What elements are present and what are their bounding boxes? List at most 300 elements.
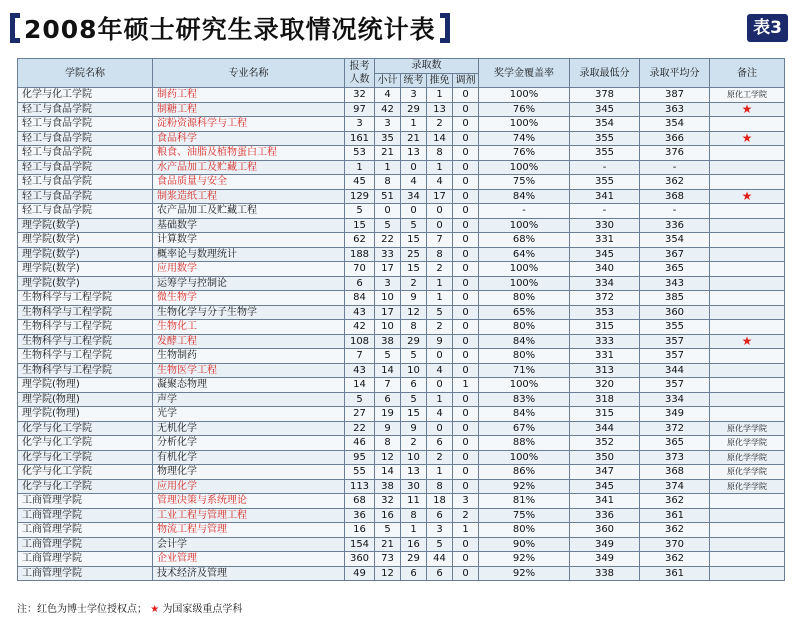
table-cell-applicants: 43 — [345, 305, 375, 320]
table-cell-college: 理学院(物理) — [18, 407, 153, 422]
table-cell-remark — [710, 349, 785, 364]
table-cell-major: 应用化学 — [153, 479, 345, 494]
table-cell-major: 光学 — [153, 407, 345, 422]
key-discipline-star-icon: ★ — [710, 102, 785, 117]
table-cell-transfer: 0 — [453, 204, 479, 219]
table-cell-major: 微生物学 — [153, 291, 345, 306]
table-cell-avg-score: 354 — [640, 233, 710, 248]
table-cell-recommended: 4 — [427, 407, 453, 422]
table-cell-remark: 原化学学院 — [710, 450, 785, 465]
table-cell-avg-score: 362 — [640, 494, 710, 509]
table-cell-scholarship: 81% — [479, 494, 570, 509]
table-cell-scholarship: 92% — [479, 479, 570, 494]
table-cell-transfer: 0 — [453, 160, 479, 175]
table-cell-recommended: 2 — [427, 450, 453, 465]
table-cell-applicants: 55 — [345, 465, 375, 480]
table-cell-scholarship: 100% — [479, 218, 570, 233]
table-cell-scholarship: 100% — [479, 276, 570, 291]
table-cell-avg-score: - — [640, 160, 710, 175]
table-cell-major: 粮食、油脂及植物蛋白工程 — [153, 146, 345, 161]
table-cell-subtotal: 51 — [375, 189, 401, 204]
table-cell-transfer: 0 — [453, 320, 479, 335]
table-cell-major: 概率论与数理统计 — [153, 247, 345, 262]
table-cell-college: 化学与化工学院 — [18, 450, 153, 465]
table-cell-min-score: 355 — [570, 175, 640, 190]
table-cell-major: 凝聚态物理 — [153, 378, 345, 393]
table-row — [18, 189, 785, 204]
table-cell-applicants: 97 — [345, 102, 375, 117]
table-cell-recommended: 1 — [427, 276, 453, 291]
table-row — [18, 349, 785, 364]
table-row — [18, 146, 785, 161]
table-cell-applicants: 108 — [345, 334, 375, 349]
table-cell-min-score: 345 — [570, 247, 640, 262]
table-cell-remark — [710, 305, 785, 320]
table-cell-remark — [710, 247, 785, 262]
table-cell-subtotal: 21 — [375, 537, 401, 552]
table-cell-subtotal: 9 — [375, 421, 401, 436]
table-cell-scholarship: 86% — [479, 465, 570, 480]
table-cell-recommended: 5 — [427, 305, 453, 320]
table-cell-major: 会计学 — [153, 537, 345, 552]
table-cell-subtotal: 32 — [375, 494, 401, 509]
table-cell-scholarship: 88% — [479, 436, 570, 451]
table-cell-remark — [710, 537, 785, 552]
table-cell-subtotal: 17 — [375, 305, 401, 320]
table-cell-subtotal: 19 — [375, 407, 401, 422]
table-cell-subtotal: 6 — [375, 392, 401, 407]
table-cell-college: 轻工与食品学院 — [18, 175, 153, 190]
table-cell-applicants: 15 — [345, 218, 375, 233]
table-cell-college: 生物科学与工程学院 — [18, 305, 153, 320]
table-cell-recommended: 6 — [427, 566, 453, 581]
table-cell-college: 轻工与食品学院 — [18, 146, 153, 161]
table-cell-scholarship: 84% — [479, 334, 570, 349]
table-row — [18, 479, 785, 494]
table-cell-remark: 原化学学院 — [710, 479, 785, 494]
table-cell-remark — [710, 523, 785, 538]
table-cell-applicants: 62 — [345, 233, 375, 248]
table-cell-major: 食品科学 — [153, 131, 345, 146]
table-cell-min-score: 320 — [570, 378, 640, 393]
table-cell-exam: 1 — [401, 117, 427, 132]
key-discipline-star-icon: ★ — [710, 189, 785, 204]
table-cell-scholarship: 100% — [479, 88, 570, 103]
table-cell-major: 物理化学 — [153, 465, 345, 480]
table-cell-exam: 6 — [401, 566, 427, 581]
table-cell-avg-score: 385 — [640, 291, 710, 306]
footnote-star-text: 为国家级重点学科 — [162, 604, 243, 615]
table-cell-subtotal: 0 — [375, 204, 401, 219]
table-cell-major: 基础数学 — [153, 218, 345, 233]
table-cell-college: 理学院(数学) — [18, 276, 153, 291]
table-cell-remark — [710, 392, 785, 407]
header-scholarship: 奖学金覆盖率 — [479, 59, 570, 88]
table-cell-college: 工商管理学院 — [18, 508, 153, 523]
table-cell-major: 分析化学 — [153, 436, 345, 451]
table-row — [18, 160, 785, 175]
table-row — [18, 102, 785, 117]
table-cell-exam: 2 — [401, 436, 427, 451]
table-cell-subtotal: 10 — [375, 320, 401, 335]
table-cell-recommended: 6 — [427, 508, 453, 523]
table-cell-recommended: 1 — [427, 88, 453, 103]
table-cell-applicants: 154 — [345, 537, 375, 552]
header-applicants: 报考人数 — [345, 59, 375, 88]
table-cell-scholarship: 92% — [479, 552, 570, 567]
table-cell-recommended: 5 — [427, 537, 453, 552]
table-cell-exam: 9 — [401, 291, 427, 306]
table-cell-recommended: 0 — [427, 378, 453, 393]
table-cell-scholarship: 100% — [479, 450, 570, 465]
table-cell-avg-score: 362 — [640, 523, 710, 538]
table-cell-subtotal: 10 — [375, 291, 401, 306]
admission-table — [17, 58, 785, 581]
table-row — [18, 233, 785, 248]
table-cell-college: 生物科学与工程学院 — [18, 334, 153, 349]
table-cell-remark — [710, 117, 785, 132]
table-cell-applicants: 49 — [345, 566, 375, 581]
table-cell-exam: 29 — [401, 102, 427, 117]
table-row — [18, 117, 785, 132]
header-transfer: 调剂 — [453, 73, 479, 88]
title-wrap — [10, 8, 450, 48]
table-cell-major: 物流工程与管理 — [153, 523, 345, 538]
table-cell-avg-score: 361 — [640, 508, 710, 523]
table-row — [18, 305, 785, 320]
header-min-score: 录取最低分 — [570, 59, 640, 88]
table-cell-min-score: - — [570, 204, 640, 219]
table-row — [18, 276, 785, 291]
table-cell-remark — [710, 204, 785, 219]
table-cell-exam: 2 — [401, 276, 427, 291]
header-college: 学院名称 — [18, 59, 153, 88]
table-cell-scholarship: 83% — [479, 392, 570, 407]
table-cell-applicants: 3 — [345, 117, 375, 132]
table-cell-subtotal: 7 — [375, 378, 401, 393]
table-cell-transfer: 0 — [453, 146, 479, 161]
table-cell-remark — [710, 363, 785, 378]
table-cell-avg-score: 361 — [640, 566, 710, 581]
table-cell-transfer: 0 — [453, 421, 479, 436]
table-cell-applicants: 5 — [345, 392, 375, 407]
table-row — [18, 334, 785, 349]
table-cell-transfer: 0 — [453, 363, 479, 378]
table-cell-transfer: 0 — [453, 479, 479, 494]
table-cell-applicants: 129 — [345, 189, 375, 204]
table-cell-recommended: 0 — [427, 349, 453, 364]
table-cell-major: 生物医学工程 — [153, 363, 345, 378]
table-cell-college: 化学与化工学院 — [18, 421, 153, 436]
table-cell-major: 技术经济及管理 — [153, 566, 345, 581]
table-cell-recommended: 8 — [427, 479, 453, 494]
table-cell-applicants: 5 — [345, 204, 375, 219]
table-cell-subtotal: 5 — [375, 218, 401, 233]
table-cell-avg-score: 336 — [640, 218, 710, 233]
table-cell-recommended: 8 — [427, 146, 453, 161]
table-cell-remark — [710, 218, 785, 233]
table-cell-subtotal: 38 — [375, 479, 401, 494]
table-row — [18, 88, 785, 103]
table-cell-college: 生物科学与工程学院 — [18, 320, 153, 335]
table-cell-transfer: 0 — [453, 233, 479, 248]
table-cell-scholarship: 80% — [479, 523, 570, 538]
table-cell-applicants: 27 — [345, 407, 375, 422]
table-cell-subtotal: 1 — [375, 160, 401, 175]
table-cell-exam: 13 — [401, 465, 427, 480]
table-cell-scholarship: 64% — [479, 247, 570, 262]
table-cell-scholarship: 65% — [479, 305, 570, 320]
table-cell-min-score: 315 — [570, 320, 640, 335]
table-cell-college: 理学院(物理) — [18, 392, 153, 407]
table-cell-college: 生物科学与工程学院 — [18, 363, 153, 378]
table-cell-avg-score: 368 — [640, 189, 710, 204]
table-cell-exam: 29 — [401, 334, 427, 349]
table-cell-exam: 21 — [401, 131, 427, 146]
table-row — [18, 436, 785, 451]
table-cell-major: 制糖工程 — [153, 102, 345, 117]
table-cell-transfer: 0 — [453, 247, 479, 262]
table-cell-recommended: 8 — [427, 247, 453, 262]
table-cell-college: 理学院(数学) — [18, 218, 153, 233]
table-cell-major: 制浆造纸工程 — [153, 189, 345, 204]
table-cell-transfer: 0 — [453, 291, 479, 306]
table-cell-avg-score: 355 — [640, 320, 710, 335]
table-cell-min-score: 334 — [570, 276, 640, 291]
table-cell-major: 生物化工 — [153, 320, 345, 335]
table-cell-exam: 29 — [401, 552, 427, 567]
table-row — [18, 566, 785, 581]
table-cell-scholarship: 100% — [479, 378, 570, 393]
table-cell-applicants: 188 — [345, 247, 375, 262]
table-row — [18, 494, 785, 509]
table-cell-college: 生物科学与工程学院 — [18, 291, 153, 306]
table-cell-college: 理学院(物理) — [18, 378, 153, 393]
table-cell-exam: 0 — [401, 160, 427, 175]
table-cell-recommended: 4 — [427, 363, 453, 378]
table-cell-avg-score: 367 — [640, 247, 710, 262]
table-cell-applicants: 43 — [345, 363, 375, 378]
table-cell-remark — [710, 160, 785, 175]
header-recommended: 推免 — [427, 73, 453, 88]
table-cell-min-score: 353 — [570, 305, 640, 320]
table-cell-remark: 原化学学院 — [710, 421, 785, 436]
table-cell-transfer: 0 — [453, 102, 479, 117]
header-remark: 备注 — [710, 59, 785, 88]
table-cell-major: 工业工程与管理工程 — [153, 508, 345, 523]
table-cell-subtotal: 17 — [375, 262, 401, 277]
table-cell-min-score: 378 — [570, 88, 640, 103]
table-cell-exam: 8 — [401, 320, 427, 335]
table-cell-remark — [710, 508, 785, 523]
table-cell-scholarship: 68% — [479, 233, 570, 248]
table-cell-major: 生物制药 — [153, 349, 345, 364]
table-cell-scholarship: 92% — [479, 566, 570, 581]
table-cell-scholarship: 84% — [479, 189, 570, 204]
table-cell-min-score: 318 — [570, 392, 640, 407]
table-cell-min-score: 340 — [570, 262, 640, 277]
table-cell-exam: 10 — [401, 450, 427, 465]
table-cell-avg-score: 357 — [640, 334, 710, 349]
table-cell-subtotal: 33 — [375, 247, 401, 262]
table-cell-college: 轻工与食品学院 — [18, 131, 153, 146]
table-cell-applicants: 161 — [345, 131, 375, 146]
table-cell-recommended: 1 — [427, 160, 453, 175]
table-cell-scholarship: 80% — [479, 320, 570, 335]
table-cell-transfer: 0 — [453, 131, 479, 146]
table-cell-subtotal: 8 — [375, 436, 401, 451]
table-cell-avg-score: 376 — [640, 146, 710, 161]
table-cell-min-score: 355 — [570, 131, 640, 146]
table-row — [18, 320, 785, 335]
table-cell-recommended: 3 — [427, 523, 453, 538]
table-cell-min-score: 349 — [570, 552, 640, 567]
table-cell-recommended: 1 — [427, 291, 453, 306]
table-cell-min-score: 347 — [570, 465, 640, 480]
table-cell-avg-score: 365 — [640, 436, 710, 451]
table-cell-college: 工商管理学院 — [18, 494, 153, 509]
table-cell-transfer: 0 — [453, 349, 479, 364]
table-cell-major: 生物化学与分子生物学 — [153, 305, 345, 320]
table-cell-min-score: 349 — [570, 537, 640, 552]
table-cell-major: 水产品加工及贮藏工程 — [153, 160, 345, 175]
table-cell-remark — [710, 407, 785, 422]
table-cell-college: 生物科学与工程学院 — [18, 349, 153, 364]
table-cell-college: 理学院(数学) — [18, 233, 153, 248]
table-cell-exam: 15 — [401, 233, 427, 248]
table-cell-avg-score: 334 — [640, 392, 710, 407]
table-cell-major: 声学 — [153, 392, 345, 407]
table-cell-scholarship: 90% — [479, 537, 570, 552]
table-cell-remark — [710, 291, 785, 306]
table-cell-college: 轻工与食品学院 — [18, 189, 153, 204]
table-cell-avg-score: 357 — [640, 378, 710, 393]
table-cell-subtotal: 8 — [375, 175, 401, 190]
table-cell-exam: 13 — [401, 146, 427, 161]
table-cell-recommended: 0 — [427, 204, 453, 219]
table-cell-exam: 9 — [401, 421, 427, 436]
table-cell-remark — [710, 146, 785, 161]
table-cell-min-score: 331 — [570, 233, 640, 248]
table-cell-exam: 25 — [401, 247, 427, 262]
table-cell-avg-score: 372 — [640, 421, 710, 436]
table-cell-avg-score: 344 — [640, 363, 710, 378]
table-row — [18, 421, 785, 436]
table-cell-transfer: 0 — [453, 262, 479, 277]
table-cell-recommended: 14 — [427, 131, 453, 146]
table-cell-exam: 15 — [401, 407, 427, 422]
table-cell-exam: 1 — [401, 523, 427, 538]
table-cell-college: 工商管理学院 — [18, 537, 153, 552]
table-cell-remark — [710, 566, 785, 581]
table-cell-college: 理学院(数学) — [18, 247, 153, 262]
table-cell-scholarship: 67% — [479, 421, 570, 436]
table-cell-recommended: 0 — [427, 218, 453, 233]
table-cell-remark — [710, 378, 785, 393]
table-cell-min-score: 345 — [570, 479, 640, 494]
table-cell-remark — [710, 552, 785, 567]
table-cell-avg-score: 343 — [640, 276, 710, 291]
table-row — [18, 392, 785, 407]
table-cell-scholarship: 76% — [479, 102, 570, 117]
table-cell-college: 轻工与食品学院 — [18, 117, 153, 132]
table-cell-applicants: 22 — [345, 421, 375, 436]
table-row — [18, 450, 785, 465]
table-cell-min-score: - — [570, 160, 640, 175]
table-cell-recommended: 2 — [427, 320, 453, 335]
table-cell-major: 淀粉资源科学与工程 — [153, 117, 345, 132]
table-cell-applicants: 360 — [345, 552, 375, 567]
table-cell-subtotal: 12 — [375, 566, 401, 581]
table-row — [18, 378, 785, 393]
table-cell-scholarship: 100% — [479, 262, 570, 277]
table-cell-applicants: 36 — [345, 508, 375, 523]
table-cell-min-score: 345 — [570, 102, 640, 117]
table-cell-subtotal: 14 — [375, 363, 401, 378]
table-cell-min-score: 313 — [570, 363, 640, 378]
table-cell-exam: 30 — [401, 479, 427, 494]
table-cell-major: 食品质量与安全 — [153, 175, 345, 190]
table-row — [18, 363, 785, 378]
table-cell-recommended: 13 — [427, 102, 453, 117]
table-cell-scholarship: 80% — [479, 291, 570, 306]
table-cell-avg-score: 357 — [640, 349, 710, 364]
table-cell-exam: 11 — [401, 494, 427, 509]
table-cell-applicants: 45 — [345, 175, 375, 190]
table-cell-avg-score: 368 — [640, 465, 710, 480]
star-icon: ★ — [150, 604, 160, 615]
table-row — [18, 175, 785, 190]
table-cell-scholarship: 75% — [479, 175, 570, 190]
table-cell-major: 管理决策与系统理论 — [153, 494, 345, 509]
table-row — [18, 465, 785, 480]
table-cell-recommended: 6 — [427, 436, 453, 451]
table-cell-avg-score: 374 — [640, 479, 710, 494]
table-cell-applicants: 95 — [345, 450, 375, 465]
table-badge: 表3 — [747, 14, 788, 42]
table-cell-transfer: 0 — [453, 189, 479, 204]
table-cell-college: 工商管理学院 — [18, 523, 153, 538]
table-cell-transfer: 0 — [453, 392, 479, 407]
table-cell-exam: 5 — [401, 392, 427, 407]
page-header — [10, 8, 790, 48]
table-cell-recommended: 9 — [427, 334, 453, 349]
table-cell-avg-score: 362 — [640, 552, 710, 567]
footnote — [17, 600, 242, 615]
right-bracket-icon — [440, 13, 450, 43]
table-cell-transfer: 0 — [453, 305, 479, 320]
table-cell-avg-score: 373 — [640, 450, 710, 465]
table-cell-college: 化学与化工学院 — [18, 88, 153, 103]
table-row — [18, 204, 785, 219]
table-cell-college: 轻工与食品学院 — [18, 160, 153, 175]
table-cell-subtotal: 42 — [375, 102, 401, 117]
table-cell-applicants: 7 — [345, 349, 375, 364]
table-cell-remark: 原化工学院 — [710, 88, 785, 103]
table-cell-applicants: 32 — [345, 88, 375, 103]
table-cell-min-score: 336 — [570, 508, 640, 523]
table-cell-remark — [710, 233, 785, 248]
table-cell-college: 化学与化工学院 — [18, 436, 153, 451]
header-admitted: 录取数 — [375, 59, 479, 74]
table-cell-college: 工商管理学院 — [18, 552, 153, 567]
table-cell-min-score: 352 — [570, 436, 640, 451]
table-row — [18, 131, 785, 146]
table-cell-remark: 原化学学院 — [710, 465, 785, 480]
table-cell-recommended: 17 — [427, 189, 453, 204]
table-cell-major: 运筹学与控制论 — [153, 276, 345, 291]
table-cell-exam: 15 — [401, 262, 427, 277]
